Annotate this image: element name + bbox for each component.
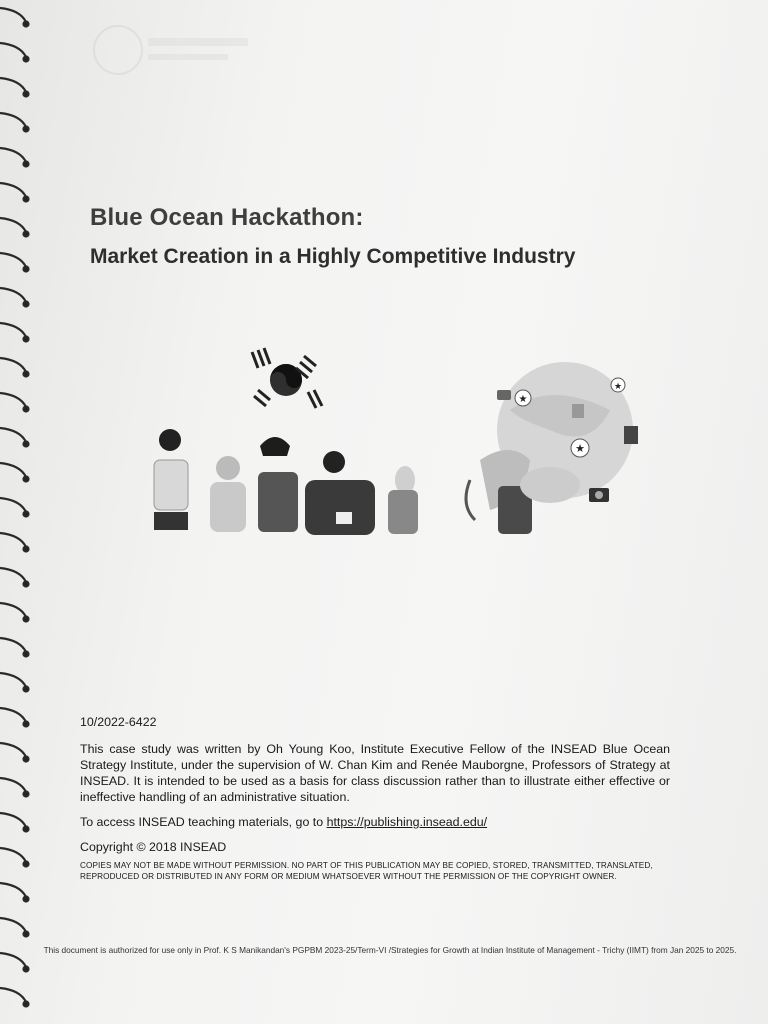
binding-hole bbox=[24, 687, 29, 692]
publishing-link[interactable]: https://publishing.insead.edu/ bbox=[326, 815, 488, 829]
binding-hole bbox=[24, 967, 29, 972]
binding-hole bbox=[24, 407, 29, 412]
binding-ring bbox=[0, 358, 26, 372]
binding-ring bbox=[0, 988, 26, 1002]
binding-ring bbox=[0, 113, 26, 127]
binding-hole bbox=[24, 267, 29, 272]
binding-ring bbox=[0, 883, 26, 897]
binding-ring bbox=[0, 743, 26, 757]
binding-hole bbox=[24, 302, 29, 307]
binding-ring bbox=[0, 253, 26, 267]
binding-hole bbox=[24, 932, 29, 937]
binding-ring bbox=[0, 498, 26, 512]
binding-hole bbox=[24, 582, 29, 587]
travel-globe-icon bbox=[466, 362, 638, 534]
cover-illustration bbox=[140, 340, 660, 540]
binding-hole bbox=[24, 617, 29, 622]
case-information bbox=[80, 714, 670, 882]
copyright: Copyright © 2018 INSEAD bbox=[80, 840, 227, 854]
binding-hole bbox=[24, 477, 29, 482]
binding-hole bbox=[24, 1002, 29, 1007]
binding-hole bbox=[24, 652, 29, 657]
binding-ring bbox=[0, 288, 26, 302]
binding-hole bbox=[24, 232, 29, 237]
binding-ring bbox=[0, 43, 26, 57]
case-description: This case study was written by Oh Young Koo, Institute Executive Fellow of the INSEAD Blue Ocean Strategy Institute, under the supervision of W. Chan Kim and Renée Mauborgne, Professors of Strategy at INSEAD. It is intended to be used as a basis for class discussion rather than to illustrate either effective or ineffective handling of an administrative situation. bbox=[80, 742, 670, 804]
binding-ring bbox=[0, 8, 26, 22]
copyright-notice: COPIES MAY NOT BE MADE WITHOUT PERMISSION. NO PART OF THIS PUBLICATION MAY BE COPIED, STORED, TRANSMITTED, TRANSLATED, REPRODUCED OR DISTRIBUTED IN ANY FORM OR MEDIUM WHATSOEVER WITHOUT THE PERMISSION OF THE COPYRIGHT OWNER. bbox=[80, 861, 653, 881]
spiral-binding bbox=[0, 0, 44, 1024]
binding-ring bbox=[0, 848, 26, 862]
binding-hole bbox=[24, 57, 29, 62]
binding-ring bbox=[0, 568, 26, 582]
binding-ring bbox=[0, 533, 26, 547]
binding-ring bbox=[0, 918, 26, 932]
binding-ring bbox=[0, 603, 26, 617]
binding-ring bbox=[0, 673, 26, 687]
binding-ring bbox=[0, 708, 26, 722]
binding-hole bbox=[24, 92, 29, 97]
binding-ring bbox=[0, 428, 26, 442]
binding-hole bbox=[24, 722, 29, 727]
binding-hole bbox=[24, 547, 29, 552]
binding-hole bbox=[24, 512, 29, 517]
watermark-stamp bbox=[86, 20, 256, 80]
authorization-footer: This document is authorized for use only in Prof. K S Manikandan's PGPBM 2023-25/Term-VI /Strategies for Growth at Indian Institute of Management - Trichy (IIMT) from Jan 2025 to 2025. bbox=[43, 945, 737, 955]
binding-ring bbox=[0, 813, 26, 827]
access-text: To access INSEAD teaching materials, go to bbox=[80, 815, 327, 829]
svg-text:★: ★ bbox=[575, 443, 585, 455]
access-line bbox=[80, 814, 670, 830]
binding-hole bbox=[24, 792, 29, 797]
binding-hole bbox=[24, 337, 29, 342]
binding-hole bbox=[24, 372, 29, 377]
case-title: Blue Ocean Hackathon: bbox=[90, 204, 364, 231]
binding-ring bbox=[0, 778, 26, 792]
binding-ring bbox=[0, 183, 26, 197]
binding-ring bbox=[0, 218, 26, 232]
binding-hole bbox=[24, 162, 29, 167]
case-subtitle: Market Creation in a Highly Competitive Industry bbox=[90, 245, 576, 268]
svg-text:★: ★ bbox=[518, 394, 528, 405]
binding-ring bbox=[0, 78, 26, 92]
case-code: 10/2022-6422 bbox=[80, 715, 157, 729]
binding-ring bbox=[0, 638, 26, 652]
binding-hole bbox=[24, 827, 29, 832]
binding-hole bbox=[24, 862, 29, 867]
binding-hole bbox=[24, 442, 29, 447]
korean-flag-people-icon bbox=[154, 348, 418, 535]
binding-ring bbox=[0, 463, 26, 477]
binding-ring bbox=[0, 323, 26, 337]
binding-ring bbox=[0, 393, 26, 407]
binding-hole bbox=[24, 127, 29, 132]
binding-ring bbox=[0, 148, 26, 162]
binding-hole bbox=[24, 757, 29, 762]
binding-hole bbox=[24, 897, 29, 902]
svg-text:★: ★ bbox=[613, 381, 623, 391]
binding-hole bbox=[24, 197, 29, 202]
binding-hole bbox=[24, 22, 29, 27]
